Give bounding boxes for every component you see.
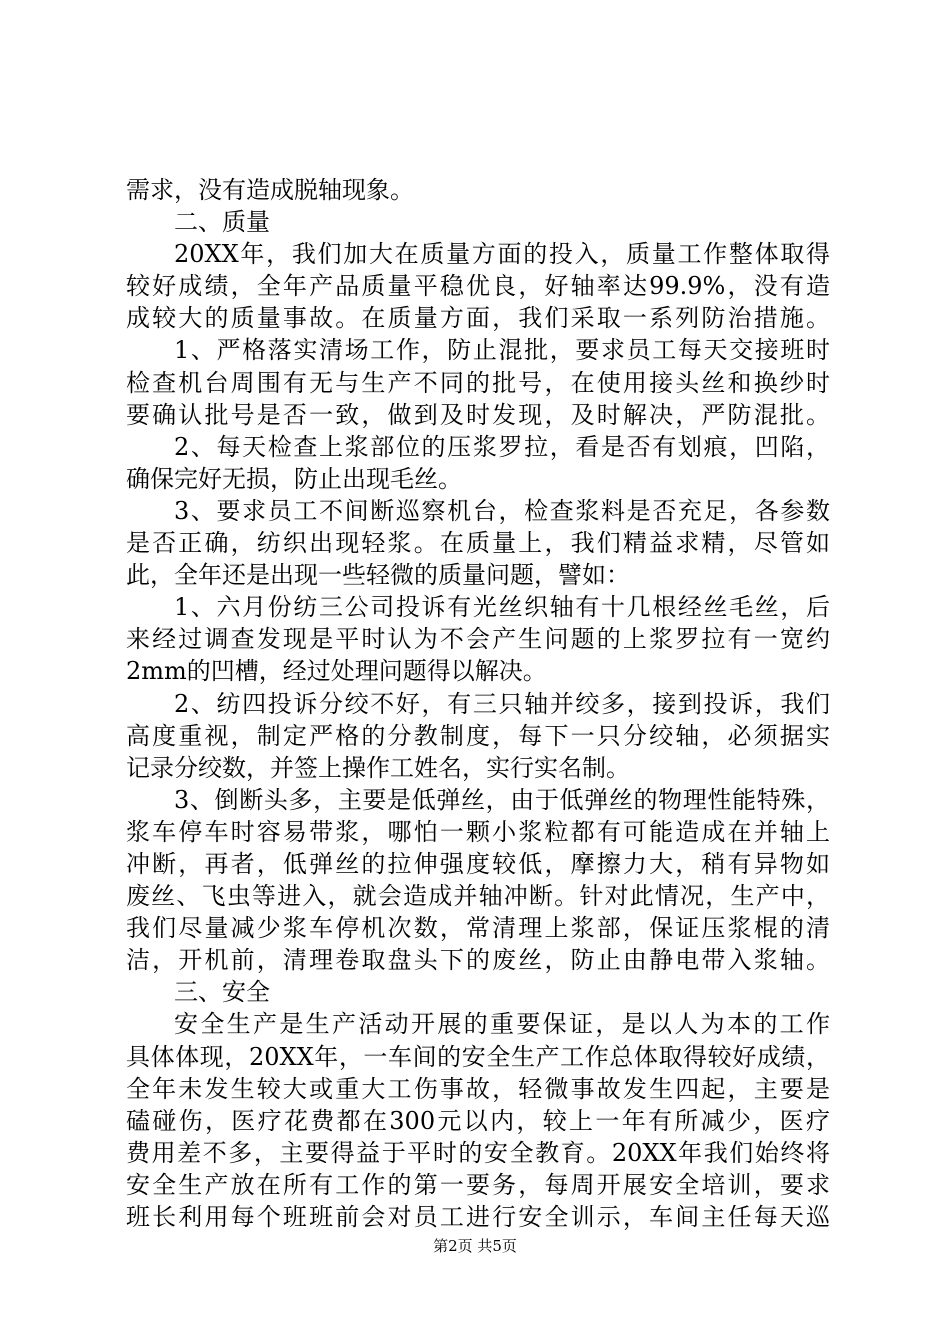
body-text [126, 174, 830, 1233]
text-line: 记录分绞数，并签上操作工姓名，实行实名制。 [126, 753, 630, 782]
text-line: 洁，开机前，清理卷取盘头下的废丝，防止由静电带入浆轴。 [126, 946, 830, 975]
text-line: 较好成绩，全年产品质量平稳优良，好轴率达99.9%，没有造 [126, 272, 830, 301]
text-line: 具体体现，20XX年，一车间的安全生产工作总体取得较好成绩， [126, 1042, 830, 1071]
text-line: 废丝、飞虫等进入，就会造成并轴冲断。针对此情况，生产中， [126, 882, 830, 911]
text-line: 高度重视，制定严格的分教制度，每下一只分绞轴，必须据实 [126, 721, 830, 750]
text-line: 来经过调查发现是平时认为不会产生问题的上浆罗拉有一宽约 [126, 625, 830, 654]
text-line: 需求，没有造成脱轴现象。 [126, 176, 414, 204]
text-line: 安全生产是生产活动开展的重要保证，是以人为本的工作 [174, 1010, 830, 1039]
text-line: 是否正确，纺织出现轻浆。在质量上，我们精益求精，尽管如 [126, 529, 830, 558]
text-line: 此，全年还是出现一些轻微的质量问题，譬如： [126, 561, 630, 590]
text-line: 20XX年，我们加大在质量方面的投入，质量工作整体取得 [174, 240, 830, 269]
text-line: 磕碰伤，医疗花费都在300元以内，较上一年有所减少，医疗 [126, 1106, 830, 1135]
text-line: 3、倒断头多，主要是低弹丝，由于低弹丝的物理性能特殊， [174, 785, 830, 814]
text-line: 三、安全 [174, 978, 270, 1007]
text-line: 2、每天检查上浆部位的压浆罗拉，看是否有划痕，凹陷， [174, 432, 830, 461]
text-line: 费用差不多，主要得益于平时的安全教育。20XX年我们始终将 [126, 1138, 830, 1167]
text-line: 要确认批号是否一致，做到及时发现，及时解决，严防混批。 [126, 400, 830, 429]
text-line: 1、严格落实清场工作，防止混批，要求员工每天交接班时 [174, 336, 830, 365]
text-line: 1、六月份纺三公司投诉有光丝织轴有十几根经丝毛丝，后 [174, 593, 830, 622]
text-line: 冲断，再者，低弹丝的拉伸强度较低，摩擦力大，稍有异物如 [126, 849, 830, 878]
text-line: 检查机台周围有无与生产不同的批号，在使用接头丝和换纱时 [126, 368, 830, 397]
text-line: 安全生产放在所有工作的第一要务，每周开展安全培训，要求 [126, 1170, 830, 1199]
text-line: 3、要求员工不间断巡察机台，检查浆料是否充足，各参数 [174, 496, 830, 525]
page-footer: 第2页 共5页 [433, 1237, 517, 1255]
text-line: 班长利用每个班班前会对员工进行安全训示，车间主任每天巡 [126, 1203, 830, 1231]
text-line: 全年未发生较大或重大工伤事故，轻微事故发生四起，主要是 [126, 1074, 830, 1103]
text-line: 2mm的凹槽，经过处理问题得以解决。 [126, 657, 547, 686]
text-line: 成较大的质量事故。在质量方面，我们采取一系列防治措施。 [126, 304, 830, 333]
text-line: 二、质量 [174, 208, 270, 237]
text-line: 2、纺四投诉分绞不好，有三只轴并绞多，接到投诉，我们 [174, 689, 830, 718]
text-line: 确保完好无损，防止出现毛丝。 [126, 464, 462, 493]
text-line: 浆车停车时容易带浆，哪怕一颗小浆粒都有可能造成在并轴上 [126, 817, 830, 846]
text-line: 我们尽量减少浆车停机次数，常清理上浆部，保证压浆棍的清 [126, 914, 830, 943]
